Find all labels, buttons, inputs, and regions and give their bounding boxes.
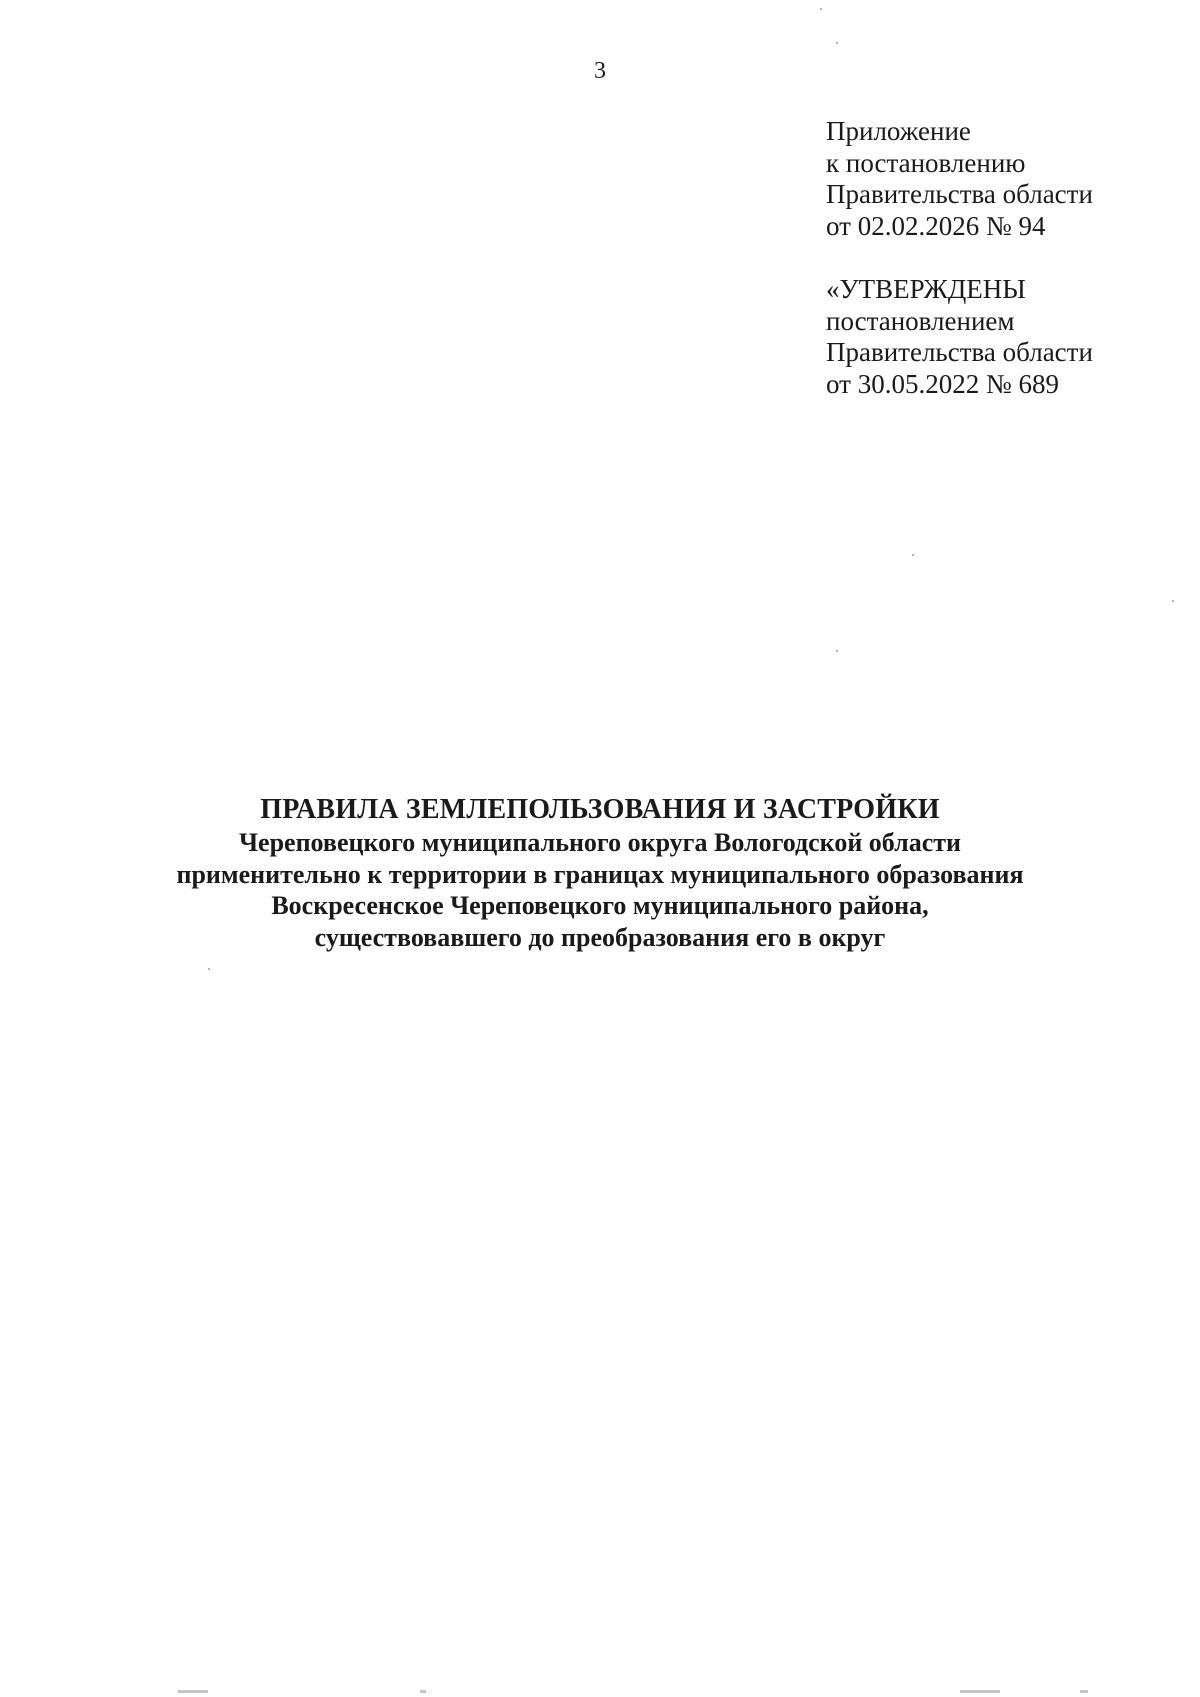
appendix-line: Правительства области: [826, 179, 1093, 209]
scan-speck: [820, 8, 822, 10]
scan-speck: [1172, 600, 1174, 602]
approved-line: постановлением: [826, 305, 1015, 336]
title-main: ПРАВИЛА ЗЕМЛЕПОЛЬЗОВАНИЯ И ЗАСТРОЙКИ: [260, 794, 940, 825]
scan-edge-noise: [420, 1690, 426, 1693]
page-number: 3: [594, 58, 606, 84]
scan-edge-noise: [1080, 1690, 1088, 1693]
appendix-line: к постановлению: [826, 147, 1026, 178]
title-line: применительно к территории в границах муниципального образования: [176, 859, 1024, 889]
approved-line: «УТВЕРЖДЕНЫ: [826, 274, 1026, 304]
approved-line: Правительства области: [826, 337, 1093, 367]
appendix-block: [826, 116, 1093, 242]
scan-speck: [836, 650, 838, 652]
title-line: существовавшего до преобразования его в округ: [314, 922, 886, 952]
scan-edge-noise: [178, 1690, 208, 1693]
title-line: Череповецкого муниципального округа Вологодской области: [238, 828, 962, 857]
document-title: [0, 793, 1200, 953]
scan-speck: [208, 968, 210, 970]
approved-line: от 30.05.2022 № 689: [826, 368, 1059, 399]
appendix-line: от 02.02.2026 № 94: [826, 210, 1046, 241]
scan-edge-noise: [960, 1690, 1000, 1693]
scan-speck: [912, 554, 914, 556]
title-line: Воскресенское Череповецкого муниципального района,: [271, 891, 929, 920]
appendix-line: Приложение: [826, 116, 971, 146]
scan-speck: [836, 42, 838, 44]
approved-block: [826, 274, 1093, 400]
